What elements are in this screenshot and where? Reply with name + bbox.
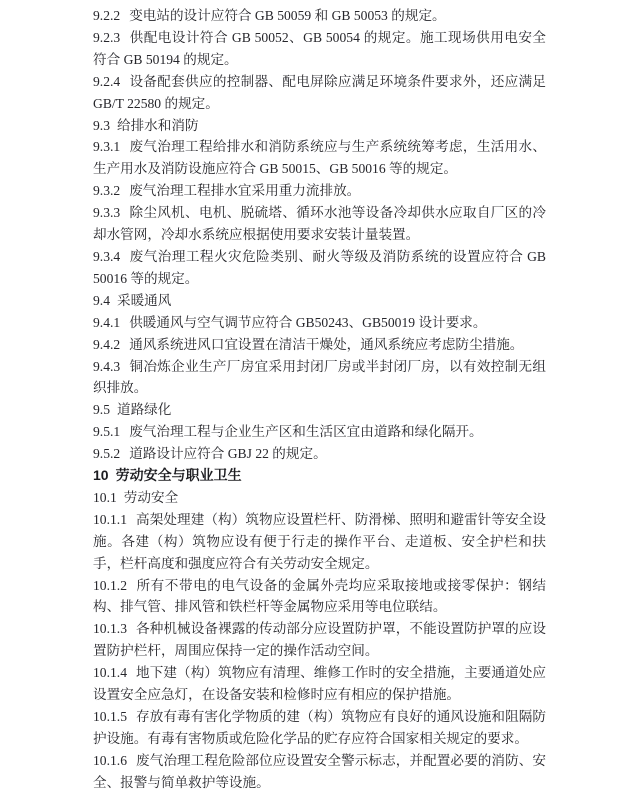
clause-number: 9.5 — [93, 402, 110, 418]
clause-number: 10 — [93, 467, 109, 484]
clause-text: 劳动安全与职业卫生 — [115, 467, 242, 484]
clause-text: 废气治理工程排水宜采用重力流排放。 — [129, 183, 361, 199]
clause-text: 设备配套供应的控制器、配电屏除应满足环境条件要求外，还应满足 GB/T 22580 的规定。 — [93, 73, 546, 111]
clause-text: 变电站的设计应符合 GB 50059 和 GB 50053 的规定。 — [129, 8, 446, 23]
paragraph — [93, 71, 546, 115]
clause-text: 所有不带电的电气设备的金属外壳均应采取接地或接零保护：钢结构、排气管、排风管和铁栏杆等金属物应采用等电位联结。 — [93, 577, 546, 615]
paragraph — [93, 312, 546, 334]
clause-text: 废气治理工程与企业生产区和生活区宜由道路和绿化隔开。 — [129, 424, 483, 440]
clause-number: 10.1.1 — [93, 511, 127, 527]
clause-text: 废气治理工程给排水和消防系统应与生产系统统筹考虑，生活用水、生产用水及消防设施应符合 GB 50015、GB 50016 等的规定。 — [93, 139, 546, 177]
clause-number: 10.1.3 — [93, 621, 127, 637]
clause-text: 供配电设计符合 GB 50052、GB 50054 的规定。施工现场供用电安全符合 GB 50194 的规定。 — [93, 29, 546, 67]
clause-text: 废气治理工程火灾危险类别、耐火等级及消防系统的设置应符合 GB 50016 等的规定。 — [93, 248, 546, 286]
paragraph — [93, 509, 546, 575]
clause-text: 道路设计应符合 GBJ 22 的规定。 — [129, 446, 327, 462]
paragraph — [93, 487, 546, 509]
clause-text: 给排水和消防 — [117, 117, 199, 133]
clause-number: 9.2.3 — [93, 29, 121, 45]
clause-number: 9.3.3 — [93, 205, 121, 221]
clause-number: 9.5.1 — [93, 424, 121, 440]
paragraph — [93, 356, 546, 400]
paragraph — [93, 618, 546, 662]
clause-number: 9.3.2 — [93, 183, 121, 199]
paragraph — [93, 662, 546, 706]
clause-number: 9.3.4 — [93, 248, 121, 264]
clause-text: 除尘风机、电机、脱硫塔、循环水池等设备冷却供水应取自厂区的冷却水管网，冷却水系统应根据使用要求安装计量装置。 — [93, 205, 546, 243]
paragraph — [93, 27, 546, 71]
paragraph — [93, 180, 546, 202]
paragraph — [93, 706, 546, 750]
clause-number: 10.1.4 — [93, 665, 127, 681]
clause-number: 9.5.2 — [93, 446, 121, 462]
clause-number: 9.3 — [93, 117, 110, 133]
paragraph — [93, 290, 546, 312]
paragraph — [93, 465, 546, 487]
clause-text: 劳动安全 — [123, 489, 179, 505]
clause-text: 高架处理建（构）筑物应设置栏杆、防滑梯、照明和避雷针等安全设施。各建（构）筑物应设有便于行走的操作平台、走道板、安全护栏和扶手，栏杆高度和强度应符合有关劳动安全规定。 — [93, 511, 546, 571]
clause-number: 10.1 — [93, 489, 117, 505]
clause-number: 9.3.1 — [93, 139, 121, 155]
paragraph — [93, 421, 546, 443]
paragraph — [93, 136, 546, 180]
clause-text: 通风系统进风口宜设置在清洁干燥处，通风系统应考虑防尘措施。 — [129, 336, 524, 352]
clause-text: 铜冶炼企业生产厂房宜采用封闭厂房或半封闭厂房，以有效控制无组织排放。 — [93, 358, 546, 396]
paragraph — [93, 202, 546, 246]
clause-text: 道路绿化 — [117, 402, 172, 418]
clause-text: 采暖通风 — [117, 292, 172, 308]
clause-text: 存放有毒有害化学物质的建（构）筑物应有良好的通风设施和阻隔防护设施。有毒有害物质或危险化学品的贮存应符合国家相关规定的要求。 — [93, 709, 546, 746]
clause-number: 9.4.3 — [93, 358, 121, 374]
clause-number: 9.4.1 — [93, 314, 121, 330]
clause-number: 9.2.4 — [93, 73, 121, 89]
paragraph — [93, 115, 546, 137]
clause-number: 10.1.2 — [93, 577, 127, 593]
paragraph — [93, 750, 546, 794]
clause-number: 9.4.2 — [93, 336, 121, 352]
clause-text: 废气治理工程危险部位应设置安全警示标志，并配置必要的消防、安全、报警与简单救护等设施。 — [93, 752, 546, 790]
paragraph — [93, 399, 546, 421]
clause-number: 10.1.5 — [93, 709, 127, 724]
clause-number: 10.1.6 — [93, 752, 127, 768]
paragraph — [93, 5, 546, 27]
paragraph — [93, 246, 546, 290]
clause-number: 9.2.2 — [93, 8, 121, 23]
clause-text: 各种机械设备裸露的传动部分应设置防护罩，不能设置防护罩的应设置防护栏杆，周围应保持一定的操作活动空间。 — [93, 621, 546, 659]
paragraph — [93, 443, 546, 465]
paragraph — [93, 575, 546, 619]
paragraph — [93, 334, 546, 356]
clause-text: 地下建（构）筑物应有清理、维修工作时的安全措施，主要通道处应设置安全应急灯，在设备安装和检修时应有相应的保护措施。 — [93, 665, 546, 703]
clause-number: 9.4 — [93, 292, 110, 308]
clause-text: 供暖通风与空气调节应符合 GB50243、GB50019 设计要求。 — [129, 314, 487, 330]
